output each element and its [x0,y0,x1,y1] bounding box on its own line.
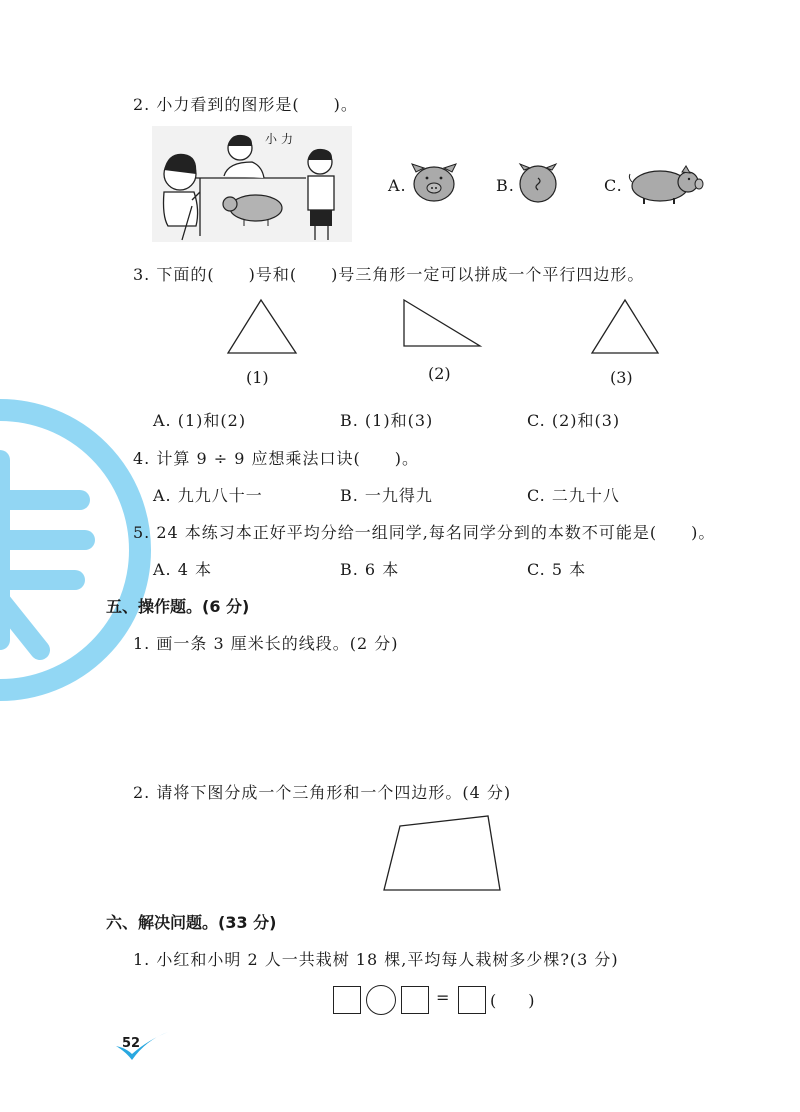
answer-box-result[interactable] [458,986,486,1014]
q3-option-a[interactable]: A. (1)和(2) [153,411,247,430]
q2-scene-illustration [152,126,352,242]
section-6-title: 六、解决问题。(33 分) [106,913,277,932]
watermark-seal [0,390,160,710]
q5-option-c[interactable]: C. 5 本 [527,560,587,579]
q2-option-b-letter[interactable]: B. [496,176,515,195]
section-5-title: 五、操作题。(6 分) [106,597,250,616]
q4-option-b[interactable]: B. 一九得九 [340,486,433,505]
unit-blank[interactable]: ( ) [490,991,535,1010]
q4-option-a[interactable]: A. 九九八十一 [153,486,263,505]
answer-box-1[interactable] [333,986,361,1014]
triangle-2[interactable] [398,294,486,352]
triangle-1-label: (1) [246,368,269,387]
section-6-question-1: 1. 小红和小明 2 人一共栽树 18 棵,平均每人栽树多少棵?(3 分) [133,950,619,969]
section-5-question-1: 1. 画一条 3 厘米长的线段。(2 分) [133,634,399,653]
question-4-text: 4. 计算 9 ÷ 9 应想乘法口诀( )。 [133,449,419,468]
q3-option-b[interactable]: B. (1)和(3) [340,411,434,430]
pig-front-icon [408,160,460,206]
question-3-text: 3. 下面的( )号和( )号三角形一定可以拼成一个平行四边形。 [133,265,645,284]
pig-back-icon [516,162,560,206]
triangle-2-label: (2) [428,364,451,383]
triangle-3-label: (3) [610,368,633,387]
q3-option-c[interactable]: C. (2)和(3) [527,411,621,430]
page-number: 52 [122,1036,141,1051]
q5-option-b[interactable]: B. 6 本 [340,560,400,579]
triangle-3[interactable] [586,296,664,358]
answer-box-2[interactable] [401,986,429,1014]
check-mark-icon [112,1028,172,1062]
pig-side-icon [626,164,706,206]
xiaoli-label: 小力 [265,132,298,146]
q4-option-c[interactable]: C. 二九十八 [527,486,620,505]
quadrilateral-shape[interactable] [380,812,504,894]
operator-circle[interactable] [366,985,396,1015]
drawing-area[interactable] [150,660,690,770]
triangle-1[interactable] [222,296,300,358]
question-2-text: 2. 小力看到的图形是( )。 [133,95,358,114]
q5-option-a[interactable]: A. 4 本 [153,560,212,579]
question-5-text: 5. 24 本练习本正好平均分给一组同学,每名同学分到的本数不可能是( )。 [133,523,716,542]
q2-option-c-letter[interactable]: C. [604,176,623,195]
section-5-question-2: 2. 请将下图分成一个三角形和一个四边形。(4 分) [133,783,512,802]
equals-sign: = [436,988,450,1007]
q2-option-a-letter[interactable]: A. [388,176,407,195]
